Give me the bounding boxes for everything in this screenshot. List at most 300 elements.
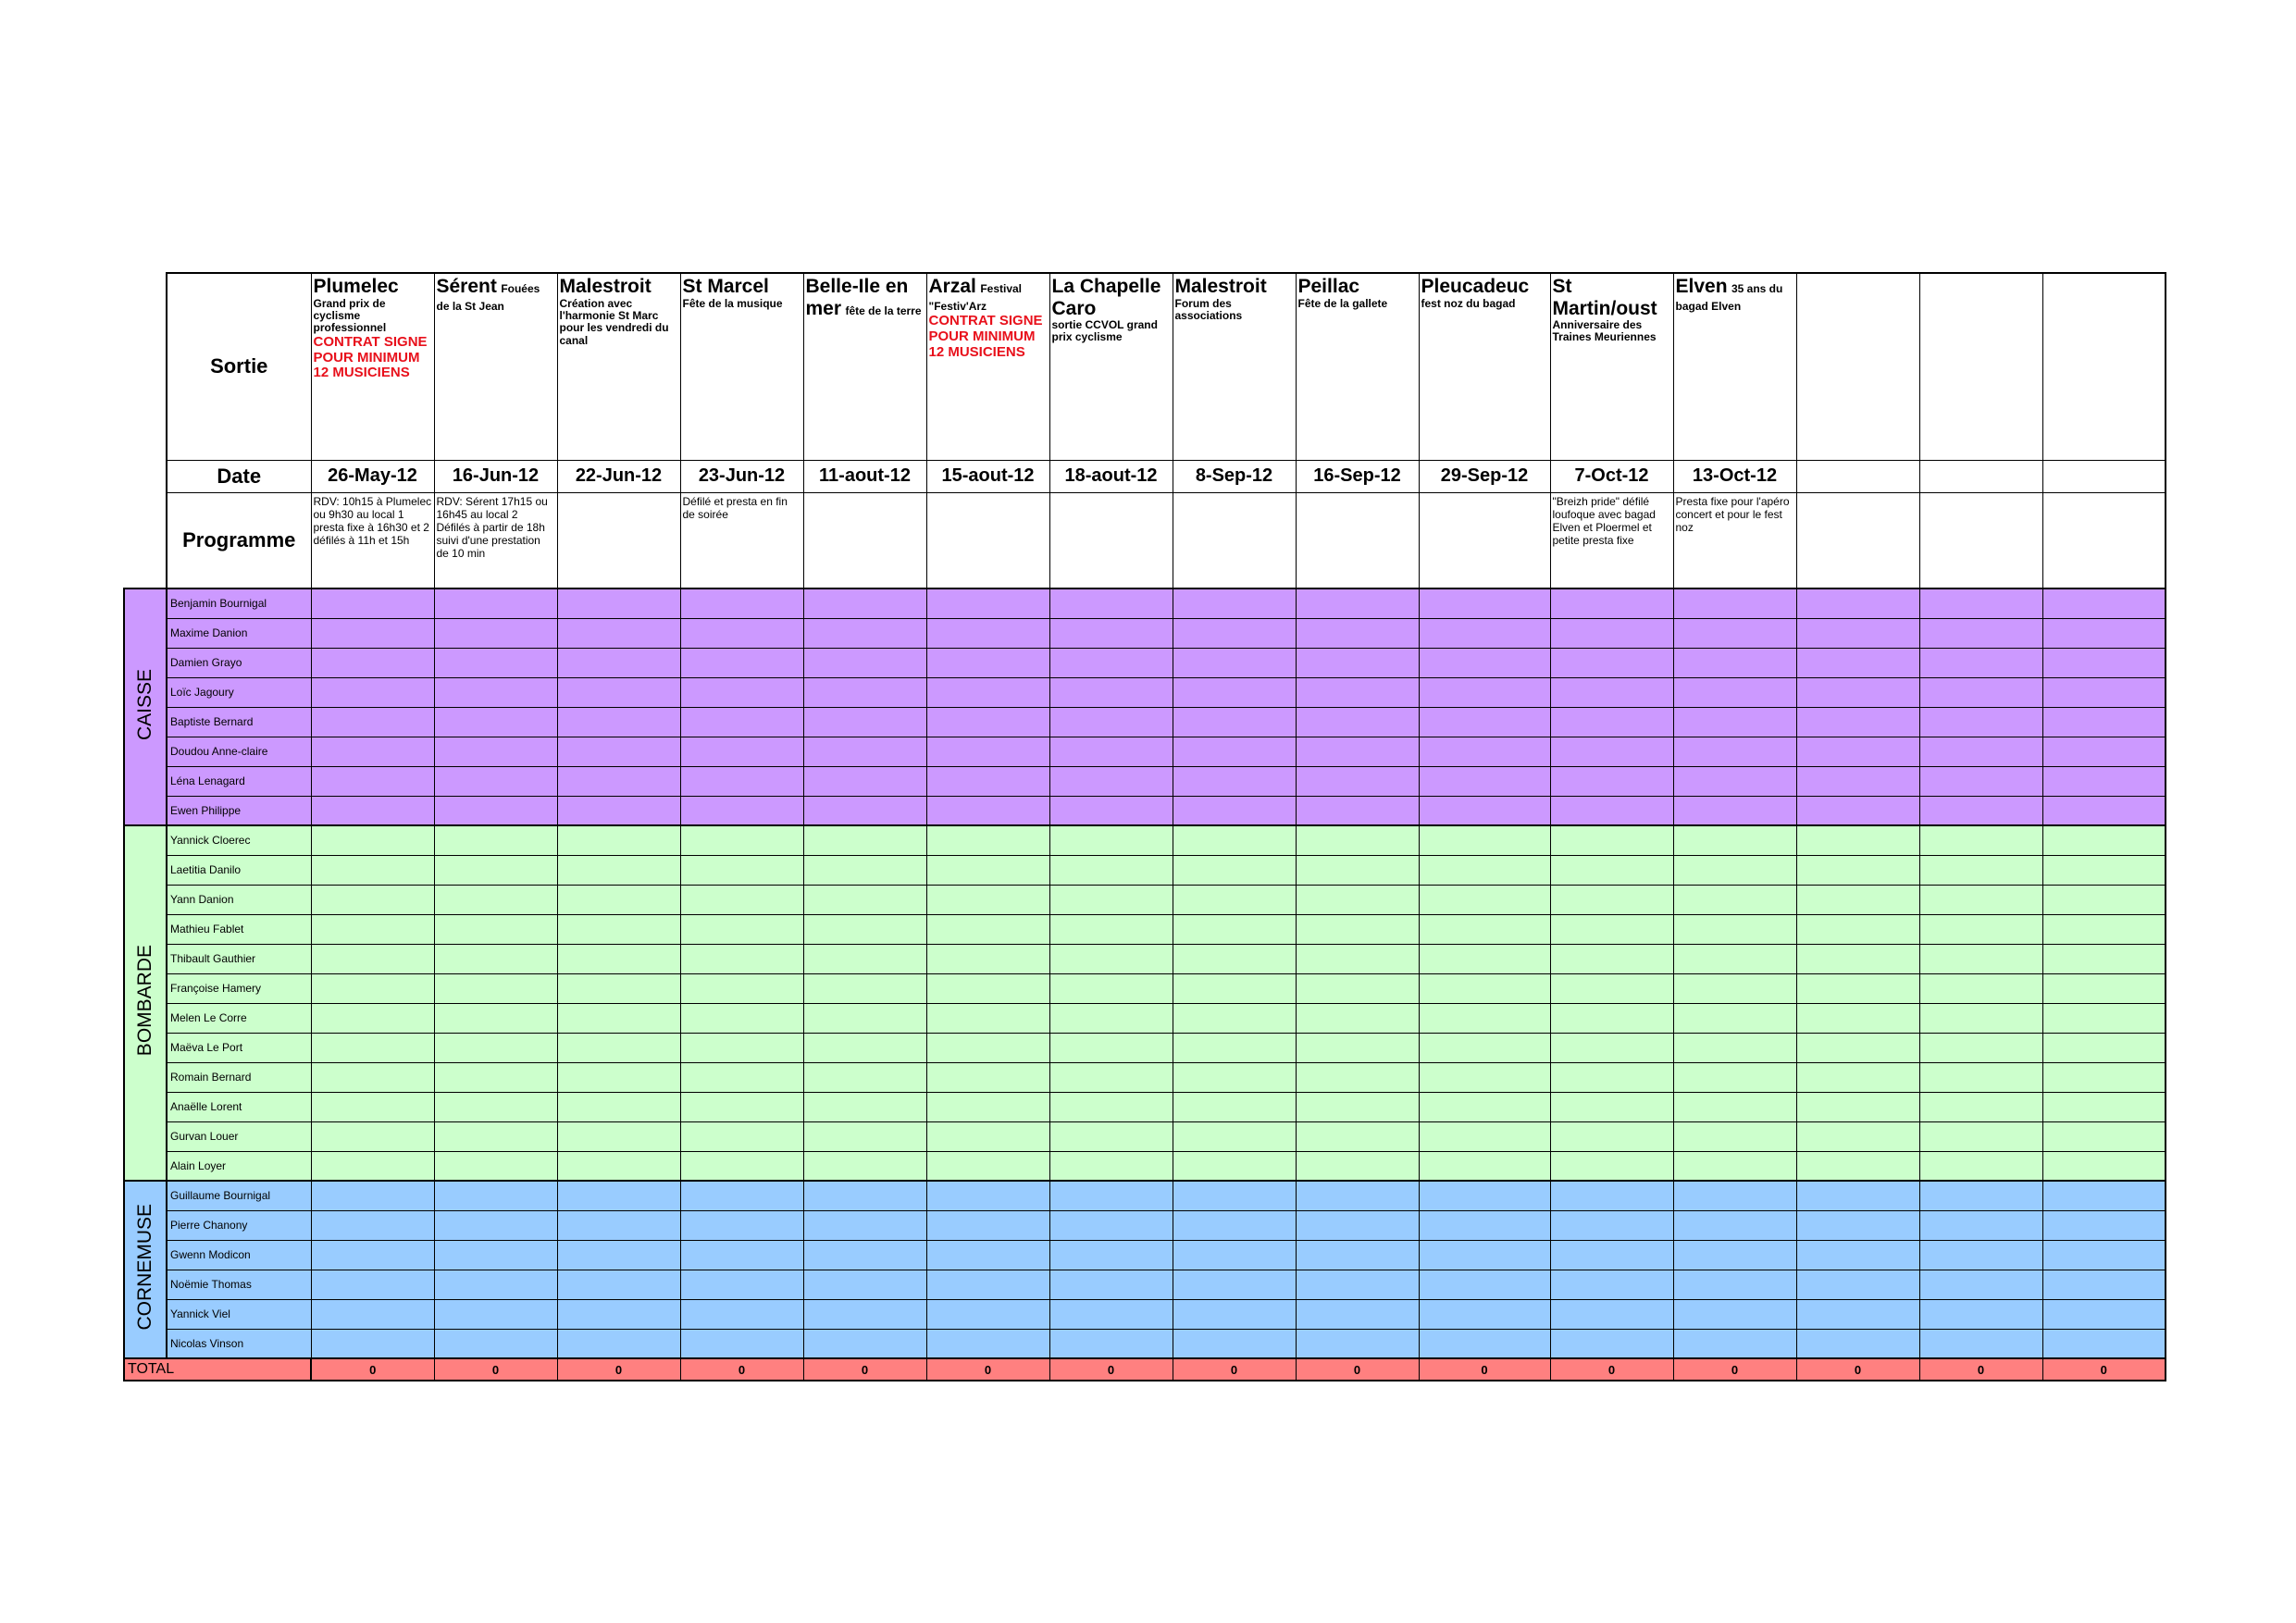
attendance-cell[interactable] [1550, 1240, 1673, 1270]
attendance-cell[interactable] [557, 1299, 680, 1329]
attendance-cell[interactable] [311, 914, 434, 944]
event-header-cell[interactable] [1796, 273, 1919, 460]
attendance-cell[interactable] [2042, 825, 2166, 855]
attendance-cell[interactable] [680, 1210, 803, 1240]
attendance-cell[interactable] [434, 944, 557, 973]
attendance-cell[interactable] [1049, 885, 1173, 914]
attendance-cell[interactable] [1049, 1210, 1173, 1240]
attendance-cell[interactable] [2042, 677, 2166, 707]
attendance-cell[interactable] [1049, 737, 1173, 766]
attendance-cell[interactable] [680, 677, 803, 707]
attendance-cell[interactable] [803, 1270, 926, 1299]
attendance-cell[interactable] [1919, 648, 2042, 677]
attendance-cell[interactable] [680, 796, 803, 825]
event-programme-cell[interactable] [1796, 492, 1919, 588]
event-header-cell[interactable] [1919, 273, 2042, 460]
attendance-cell[interactable] [1049, 618, 1173, 648]
attendance-cell[interactable] [1796, 1151, 1919, 1181]
attendance-cell[interactable] [1419, 944, 1550, 973]
attendance-cell[interactable] [680, 1003, 803, 1033]
attendance-cell[interactable] [1673, 1033, 1796, 1062]
attendance-cell[interactable] [1796, 914, 1919, 944]
event-header-cell[interactable] [680, 273, 803, 460]
event-date-cell[interactable]: 13-Oct-12 [1673, 460, 1796, 492]
attendance-cell[interactable] [434, 825, 557, 855]
attendance-cell[interactable] [926, 1003, 1049, 1033]
attendance-cell[interactable] [1550, 707, 1673, 737]
attendance-cell[interactable] [803, 677, 926, 707]
attendance-cell[interactable] [1049, 588, 1173, 618]
attendance-cell[interactable] [311, 973, 434, 1003]
attendance-cell[interactable] [2042, 588, 2166, 618]
attendance-cell[interactable] [1049, 1033, 1173, 1062]
attendance-cell[interactable] [1796, 707, 1919, 737]
attendance-cell[interactable] [680, 648, 803, 677]
attendance-cell[interactable] [557, 973, 680, 1003]
attendance-cell[interactable] [803, 648, 926, 677]
attendance-cell[interactable] [1796, 973, 1919, 1003]
attendance-cell[interactable] [1550, 1062, 1673, 1092]
attendance-cell[interactable] [311, 1092, 434, 1121]
attendance-cell[interactable] [680, 1033, 803, 1062]
attendance-cell[interactable] [1173, 1299, 1296, 1329]
attendance-cell[interactable] [803, 1240, 926, 1270]
attendance-cell[interactable] [1919, 1329, 2042, 1358]
attendance-cell[interactable] [1296, 1003, 1419, 1033]
attendance-cell[interactable] [1049, 973, 1173, 1003]
attendance-cell[interactable] [803, 1210, 926, 1240]
attendance-cell[interactable] [1173, 766, 1296, 796]
attendance-cell[interactable] [557, 648, 680, 677]
attendance-cell[interactable] [557, 855, 680, 885]
attendance-cell[interactable] [1673, 1270, 1796, 1299]
attendance-cell[interactable] [1419, 1210, 1550, 1240]
attendance-cell[interactable] [1796, 1329, 1919, 1358]
attendance-cell[interactable] [1296, 1210, 1419, 1240]
attendance-cell[interactable] [680, 707, 803, 737]
attendance-cell[interactable] [1550, 855, 1673, 885]
attendance-cell[interactable] [926, 944, 1049, 973]
attendance-cell[interactable] [803, 885, 926, 914]
attendance-cell[interactable] [1296, 1062, 1419, 1092]
attendance-cell[interactable] [311, 944, 434, 973]
event-programme-cell[interactable]: "Breizh pride" défilé loufoque avec bagad Elven et Ploermel et petite presta fixe [1550, 492, 1673, 588]
attendance-cell[interactable] [557, 1329, 680, 1358]
attendance-cell[interactable] [1419, 1033, 1550, 1062]
attendance-cell[interactable] [434, 707, 557, 737]
attendance-cell[interactable] [557, 1121, 680, 1151]
attendance-cell[interactable] [1173, 707, 1296, 737]
attendance-cell[interactable] [680, 885, 803, 914]
attendance-cell[interactable] [1419, 1270, 1550, 1299]
attendance-cell[interactable] [2042, 1121, 2166, 1151]
attendance-cell[interactable] [434, 648, 557, 677]
attendance-cell[interactable] [1550, 885, 1673, 914]
attendance-cell[interactable] [926, 1092, 1049, 1121]
attendance-cell[interactable] [1673, 1092, 1796, 1121]
attendance-cell[interactable] [1796, 1092, 1919, 1121]
attendance-cell[interactable] [803, 618, 926, 648]
attendance-cell[interactable] [926, 1240, 1049, 1270]
attendance-cell[interactable] [1673, 855, 1796, 885]
attendance-cell[interactable] [803, 588, 926, 618]
attendance-cell[interactable] [1296, 588, 1419, 618]
attendance-cell[interactable] [1919, 588, 2042, 618]
attendance-cell[interactable] [1919, 1181, 2042, 1210]
attendance-cell[interactable] [1173, 1003, 1296, 1033]
attendance-cell[interactable] [803, 766, 926, 796]
attendance-cell[interactable] [1796, 1181, 1919, 1210]
attendance-cell[interactable] [803, 914, 926, 944]
attendance-cell[interactable] [557, 766, 680, 796]
attendance-cell[interactable] [1296, 1299, 1419, 1329]
attendance-cell[interactable] [434, 973, 557, 1003]
attendance-cell[interactable] [1419, 1092, 1550, 1121]
attendance-cell[interactable] [1796, 825, 1919, 855]
attendance-cell[interactable] [1550, 1329, 1673, 1358]
attendance-cell[interactable] [1550, 1003, 1673, 1033]
attendance-cell[interactable] [680, 1121, 803, 1151]
attendance-cell[interactable] [1049, 1151, 1173, 1181]
attendance-cell[interactable] [1673, 825, 1796, 855]
attendance-cell[interactable] [434, 1151, 557, 1181]
attendance-cell[interactable] [1796, 1240, 1919, 1270]
attendance-cell[interactable] [1919, 618, 2042, 648]
attendance-cell[interactable] [557, 1210, 680, 1240]
attendance-cell[interactable] [1049, 648, 1173, 677]
event-header-cell[interactable] [1550, 273, 1673, 460]
attendance-cell[interactable] [434, 737, 557, 766]
attendance-cell[interactable] [680, 1240, 803, 1270]
event-programme-cell[interactable] [1919, 492, 2042, 588]
attendance-cell[interactable] [680, 588, 803, 618]
attendance-cell[interactable] [926, 737, 1049, 766]
event-header-cell[interactable] [926, 273, 1049, 460]
attendance-cell[interactable] [803, 1092, 926, 1121]
attendance-cell[interactable] [1296, 973, 1419, 1003]
event-date-cell[interactable]: 8-Sep-12 [1173, 460, 1296, 492]
attendance-cell[interactable] [2042, 1062, 2166, 1092]
attendance-cell[interactable] [2042, 1210, 2166, 1240]
attendance-cell[interactable] [680, 1151, 803, 1181]
attendance-cell[interactable] [1796, 855, 1919, 885]
attendance-cell[interactable] [680, 944, 803, 973]
attendance-cell[interactable] [680, 914, 803, 944]
attendance-cell[interactable] [926, 618, 1049, 648]
attendance-cell[interactable] [803, 1151, 926, 1181]
attendance-cell[interactable] [2042, 796, 2166, 825]
attendance-cell[interactable] [2042, 1181, 2166, 1210]
attendance-cell[interactable] [311, 1033, 434, 1062]
event-programme-cell[interactable] [2042, 492, 2166, 588]
attendance-cell[interactable] [2042, 1092, 2166, 1121]
attendance-cell[interactable] [1796, 618, 1919, 648]
event-programme-cell[interactable] [803, 492, 926, 588]
attendance-cell[interactable] [680, 1062, 803, 1092]
attendance-cell[interactable] [311, 1240, 434, 1270]
attendance-cell[interactable] [1919, 1033, 2042, 1062]
attendance-cell[interactable] [1296, 766, 1419, 796]
event-programme-cell[interactable] [1419, 492, 1550, 588]
attendance-cell[interactable] [2042, 1151, 2166, 1181]
attendance-cell[interactable] [680, 1299, 803, 1329]
attendance-cell[interactable] [1173, 1121, 1296, 1151]
attendance-cell[interactable] [1173, 855, 1296, 885]
attendance-cell[interactable] [1296, 1033, 1419, 1062]
attendance-cell[interactable] [434, 1270, 557, 1299]
attendance-cell[interactable] [1796, 1062, 1919, 1092]
attendance-cell[interactable] [1796, 1270, 1919, 1299]
attendance-cell[interactable] [1796, 677, 1919, 707]
attendance-cell[interactable] [1919, 1151, 2042, 1181]
attendance-cell[interactable] [1796, 1003, 1919, 1033]
event-header-cell[interactable] [1296, 273, 1419, 460]
attendance-cell[interactable] [2042, 648, 2166, 677]
attendance-cell[interactable] [1796, 796, 1919, 825]
attendance-cell[interactable] [1673, 648, 1796, 677]
attendance-cell[interactable] [311, 1062, 434, 1092]
attendance-cell[interactable] [1673, 1181, 1796, 1210]
attendance-cell[interactable] [1296, 1329, 1419, 1358]
attendance-cell[interactable] [557, 1240, 680, 1270]
attendance-cell[interactable] [803, 1299, 926, 1329]
attendance-cell[interactable] [434, 855, 557, 885]
attendance-cell[interactable] [311, 1121, 434, 1151]
event-programme-cell[interactable] [1049, 492, 1173, 588]
attendance-cell[interactable] [2042, 766, 2166, 796]
attendance-cell[interactable] [311, 677, 434, 707]
attendance-cell[interactable] [1673, 618, 1796, 648]
attendance-cell[interactable] [1173, 618, 1296, 648]
attendance-cell[interactable] [2042, 1033, 2166, 1062]
attendance-cell[interactable] [557, 1033, 680, 1062]
attendance-cell[interactable] [1296, 677, 1419, 707]
attendance-cell[interactable] [1419, 855, 1550, 885]
attendance-cell[interactable] [1049, 944, 1173, 973]
event-date-cell[interactable]: 15-aout-12 [926, 460, 1049, 492]
attendance-cell[interactable] [434, 1092, 557, 1121]
attendance-cell[interactable] [926, 1062, 1049, 1092]
attendance-cell[interactable] [926, 766, 1049, 796]
event-header-cell[interactable] [1173, 273, 1296, 460]
attendance-cell[interactable] [1049, 1003, 1173, 1033]
attendance-cell[interactable] [1296, 1270, 1419, 1299]
attendance-cell[interactable] [1173, 1181, 1296, 1210]
attendance-cell[interactable] [1173, 737, 1296, 766]
attendance-cell[interactable] [1296, 1092, 1419, 1121]
attendance-cell[interactable] [1173, 1240, 1296, 1270]
attendance-cell[interactable] [2042, 1003, 2166, 1033]
attendance-cell[interactable] [926, 707, 1049, 737]
attendance-cell[interactable] [311, 618, 434, 648]
attendance-cell[interactable] [1296, 796, 1419, 825]
attendance-cell[interactable] [803, 1121, 926, 1151]
attendance-cell[interactable] [803, 1329, 926, 1358]
attendance-cell[interactable] [926, 796, 1049, 825]
attendance-cell[interactable] [680, 1270, 803, 1299]
attendance-cell[interactable] [2042, 944, 2166, 973]
event-date-cell[interactable]: 18-aout-12 [1049, 460, 1173, 492]
attendance-cell[interactable] [1296, 1151, 1419, 1181]
attendance-cell[interactable] [434, 885, 557, 914]
attendance-cell[interactable] [1550, 648, 1673, 677]
attendance-cell[interactable] [1419, 1121, 1550, 1151]
attendance-cell[interactable] [2042, 1299, 2166, 1329]
attendance-cell[interactable] [803, 707, 926, 737]
attendance-cell[interactable] [926, 1151, 1049, 1181]
attendance-cell[interactable] [1550, 944, 1673, 973]
attendance-cell[interactable] [1673, 796, 1796, 825]
attendance-cell[interactable] [557, 1181, 680, 1210]
attendance-cell[interactable] [1673, 766, 1796, 796]
event-programme-cell[interactable] [926, 492, 1049, 588]
attendance-cell[interactable] [1919, 677, 2042, 707]
attendance-cell[interactable] [1049, 1121, 1173, 1151]
attendance-cell[interactable] [2042, 737, 2166, 766]
attendance-cell[interactable] [1673, 1062, 1796, 1092]
attendance-cell[interactable] [1419, 618, 1550, 648]
attendance-cell[interactable] [1419, 825, 1550, 855]
attendance-cell[interactable] [557, 796, 680, 825]
attendance-cell[interactable] [1049, 1062, 1173, 1092]
attendance-cell[interactable] [557, 1270, 680, 1299]
attendance-cell[interactable] [926, 885, 1049, 914]
attendance-cell[interactable] [434, 1003, 557, 1033]
event-date-cell[interactable]: 16-Jun-12 [434, 460, 557, 492]
event-date-cell[interactable]: 7-Oct-12 [1550, 460, 1673, 492]
attendance-cell[interactable] [680, 825, 803, 855]
attendance-cell[interactable] [311, 825, 434, 855]
attendance-cell[interactable] [557, 677, 680, 707]
event-header-cell[interactable] [2042, 273, 2166, 460]
attendance-cell[interactable] [926, 1270, 1049, 1299]
attendance-cell[interactable] [1673, 944, 1796, 973]
attendance-cell[interactable] [1550, 1270, 1673, 1299]
attendance-cell[interactable] [926, 855, 1049, 885]
attendance-cell[interactable] [557, 914, 680, 944]
attendance-cell[interactable] [2042, 885, 2166, 914]
event-date-cell[interactable]: 26-May-12 [311, 460, 434, 492]
event-date-cell[interactable]: 22-Jun-12 [557, 460, 680, 492]
attendance-cell[interactable] [1796, 1033, 1919, 1062]
attendance-cell[interactable] [1550, 766, 1673, 796]
attendance-cell[interactable] [803, 1181, 926, 1210]
attendance-cell[interactable] [1550, 1299, 1673, 1329]
event-date-cell[interactable]: 16-Sep-12 [1296, 460, 1419, 492]
event-date-cell[interactable]: 23-Jun-12 [680, 460, 803, 492]
attendance-cell[interactable] [434, 1062, 557, 1092]
event-header-cell[interactable] [1049, 273, 1173, 460]
attendance-cell[interactable] [1296, 707, 1419, 737]
attendance-cell[interactable] [1673, 973, 1796, 1003]
attendance-cell[interactable] [1673, 1003, 1796, 1033]
attendance-cell[interactable] [434, 796, 557, 825]
attendance-cell[interactable] [1419, 1003, 1550, 1033]
event-date-cell[interactable]: 29-Sep-12 [1419, 460, 1550, 492]
event-header-cell[interactable] [1419, 273, 1550, 460]
attendance-cell[interactable] [1796, 766, 1919, 796]
attendance-cell[interactable] [1550, 588, 1673, 618]
attendance-cell[interactable] [311, 588, 434, 618]
attendance-cell[interactable] [926, 1121, 1049, 1151]
attendance-cell[interactable] [311, 1181, 434, 1210]
event-programme-cell[interactable]: RDV: 10h15 à Plumelec ou 9h30 au local 1 presta fixe à 16h30 et 2 défilés à 11h et 15h [311, 492, 434, 588]
event-header-cell[interactable] [311, 273, 434, 460]
event-programme-cell[interactable] [1296, 492, 1419, 588]
attendance-cell[interactable] [1919, 1092, 2042, 1121]
attendance-cell[interactable] [1296, 1181, 1419, 1210]
attendance-cell[interactable] [1296, 914, 1419, 944]
attendance-cell[interactable] [1673, 1121, 1796, 1151]
attendance-cell[interactable] [434, 1299, 557, 1329]
attendance-cell[interactable] [926, 825, 1049, 855]
attendance-cell[interactable] [1550, 914, 1673, 944]
attendance-cell[interactable] [1296, 1121, 1419, 1151]
attendance-cell[interactable] [1919, 1240, 2042, 1270]
attendance-cell[interactable] [311, 885, 434, 914]
attendance-cell[interactable] [311, 737, 434, 766]
attendance-cell[interactable] [1550, 1092, 1673, 1121]
attendance-cell[interactable] [1173, 1329, 1296, 1358]
attendance-cell[interactable] [1550, 1181, 1673, 1210]
attendance-cell[interactable] [434, 1121, 557, 1151]
attendance-cell[interactable] [434, 677, 557, 707]
attendance-cell[interactable] [1673, 1151, 1796, 1181]
event-header-cell[interactable] [1673, 273, 1796, 460]
event-date-cell[interactable]: 11-aout-12 [803, 460, 926, 492]
attendance-cell[interactable] [1673, 1329, 1796, 1358]
attendance-cell[interactable] [1296, 825, 1419, 855]
attendance-cell[interactable] [1173, 944, 1296, 973]
attendance-cell[interactable] [1673, 885, 1796, 914]
attendance-cell[interactable] [803, 737, 926, 766]
attendance-cell[interactable] [1550, 1151, 1673, 1181]
attendance-cell[interactable] [1550, 677, 1673, 707]
attendance-cell[interactable] [1296, 618, 1419, 648]
attendance-cell[interactable] [1296, 737, 1419, 766]
attendance-cell[interactable] [1049, 914, 1173, 944]
attendance-cell[interactable] [434, 1329, 557, 1358]
attendance-cell[interactable] [1673, 914, 1796, 944]
attendance-cell[interactable] [926, 1033, 1049, 1062]
attendance-cell[interactable] [311, 1210, 434, 1240]
attendance-cell[interactable] [1919, 1062, 2042, 1092]
attendance-cell[interactable] [434, 618, 557, 648]
attendance-cell[interactable] [557, 618, 680, 648]
attendance-cell[interactable] [2042, 618, 2166, 648]
attendance-cell[interactable] [557, 944, 680, 973]
attendance-cell[interactable] [1550, 973, 1673, 1003]
attendance-cell[interactable] [1419, 648, 1550, 677]
attendance-cell[interactable] [1419, 588, 1550, 618]
attendance-cell[interactable] [1173, 1210, 1296, 1240]
attendance-cell[interactable] [803, 1003, 926, 1033]
attendance-cell[interactable] [1419, 796, 1550, 825]
attendance-cell[interactable] [1419, 885, 1550, 914]
attendance-cell[interactable] [311, 1299, 434, 1329]
attendance-cell[interactable] [1919, 1299, 2042, 1329]
attendance-cell[interactable] [680, 973, 803, 1003]
attendance-cell[interactable] [926, 973, 1049, 1003]
attendance-cell[interactable] [1296, 648, 1419, 677]
attendance-cell[interactable] [1919, 1121, 2042, 1151]
attendance-cell[interactable] [1796, 1299, 1919, 1329]
attendance-cell[interactable] [1049, 766, 1173, 796]
attendance-cell[interactable] [1419, 766, 1550, 796]
attendance-cell[interactable] [2042, 914, 2166, 944]
attendance-cell[interactable] [1550, 796, 1673, 825]
attendance-cell[interactable] [1919, 885, 2042, 914]
